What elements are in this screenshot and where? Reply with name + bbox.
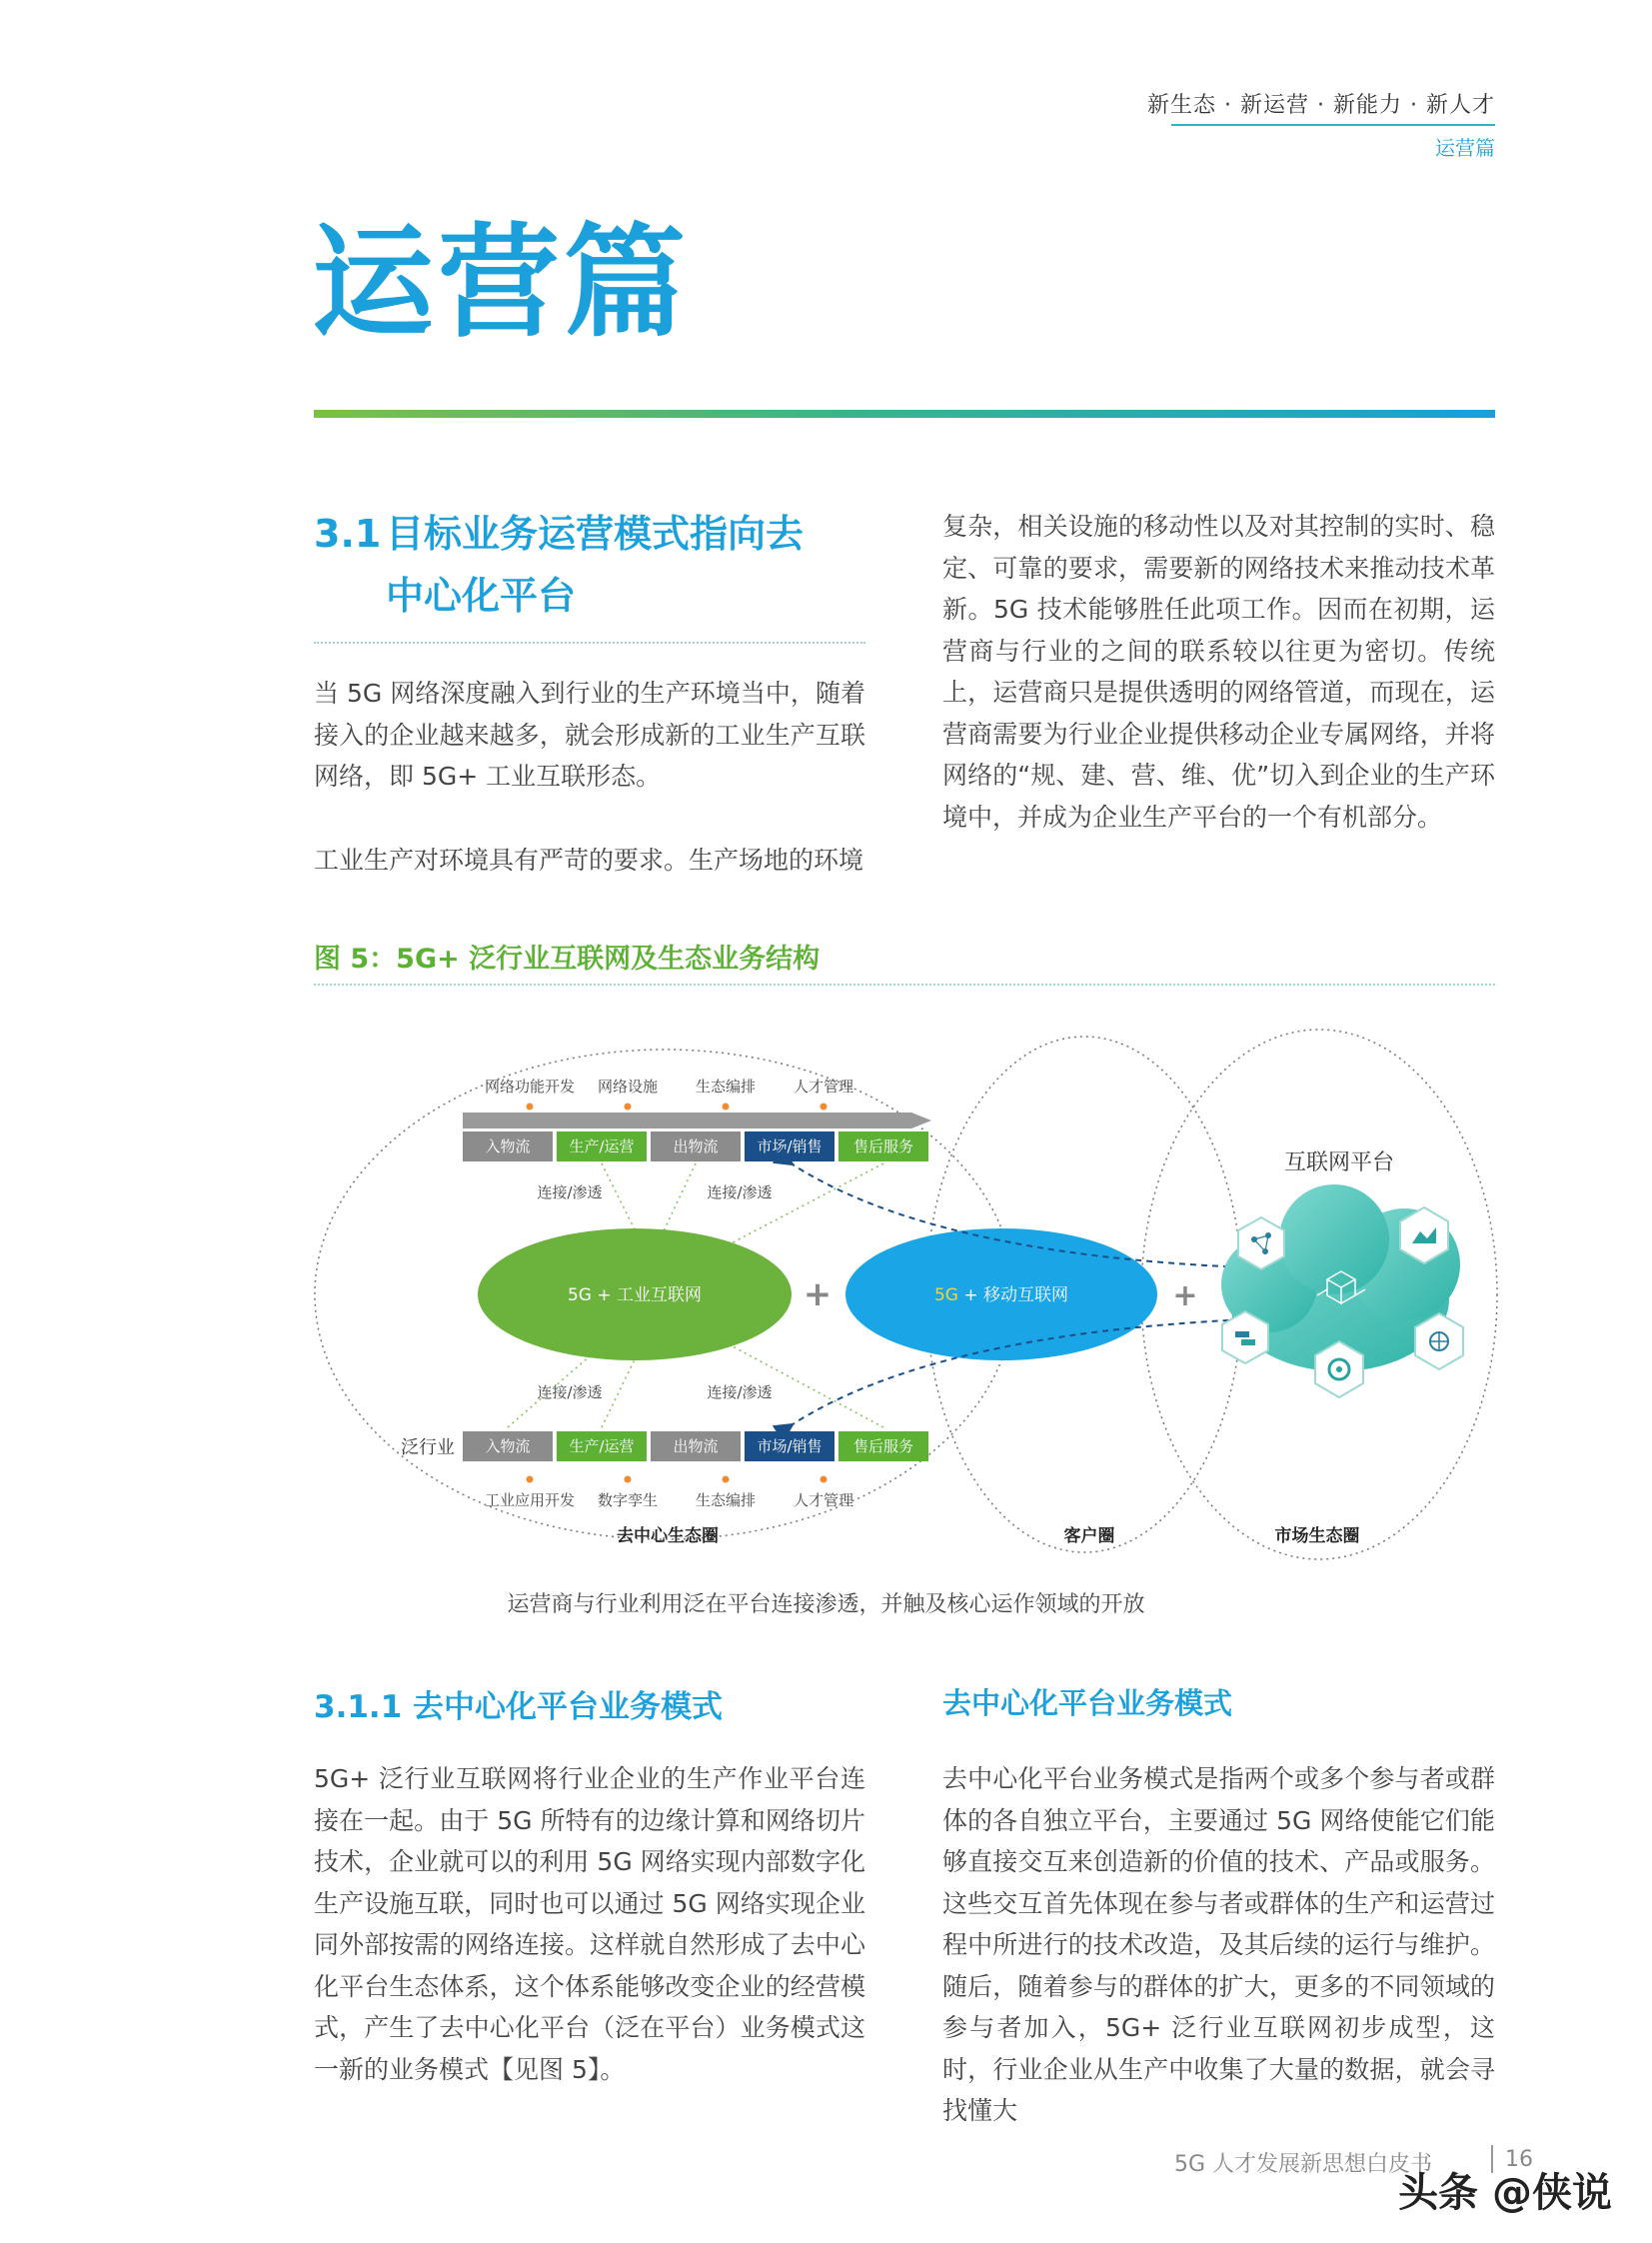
- body-paragraph: 工业生产对环境具有严苛的要求。生产场地的环境: [314, 846, 864, 875]
- orange-dot: [723, 1476, 730, 1483]
- chain-label: 市场/销售: [757, 1437, 823, 1455]
- chain-label: 出物流: [673, 1437, 719, 1455]
- figure-divider: [314, 984, 1495, 986]
- orange-dot: [527, 1476, 534, 1483]
- link-label: 连接/渗透: [537, 1383, 603, 1401]
- bottom-label: 人才管理: [793, 1491, 854, 1509]
- section-3-1-title-line2: 中心化平台: [386, 574, 577, 618]
- plus-sign: +: [803, 1274, 832, 1314]
- body-paragraph: 复杂，相关设施的移动性以及对其控制的实时、稳定、可靠的要求，需要新的网络技术来推动技术革新。5G 技术能够胜任此项工作。因而在初期，运营商与行业的之间的联系较以往更为密切。传统上，运营商只是提供透明的网络管道，而现在，运营商需要为行业企业提供移动企业专属网络，并将网络的“规、建、营、维、优”切入到企业的生产环境中，并成为企业生产平台的一个有机部分。: [942, 512, 1495, 832]
- page-number: 16: [1505, 2147, 1533, 2172]
- mobile-internet-label: [934, 1285, 1068, 1305]
- section-divider: [314, 642, 865, 644]
- platform-label: 互联网平台: [1283, 1150, 1395, 1175]
- chain-label: 售后服务: [852, 1437, 914, 1455]
- mobile-internet-rest: + 移动互联网: [957, 1285, 1069, 1305]
- link-label: 连接/渗透: [707, 1183, 773, 1201]
- bottom-label: 数字孪生: [597, 1491, 659, 1509]
- footer-doc-title: 5G 人才发展新思想白皮书: [1173, 2152, 1432, 2177]
- header-rule: [1171, 124, 1495, 126]
- plus-sign: +: [1172, 1278, 1198, 1313]
- chain-label: 售后服务: [852, 1137, 914, 1155]
- right-subheading: 去中心化平台业务模式: [942, 1686, 1233, 1720]
- orange-dot: [723, 1104, 730, 1111]
- chain-label: 生产/运营: [569, 1437, 635, 1455]
- top-label: 网络功能开发: [484, 1078, 576, 1096]
- title-gradient-rule: [314, 410, 1495, 418]
- section-3-1-number: 3.1: [314, 512, 382, 556]
- header-tagline: 新生态 · 新运营 · 新能力 · 新人才: [1147, 93, 1495, 118]
- section-3-1-1-title: 3.1.1 去中心化平台业务模式: [314, 1689, 724, 1725]
- orange-dot: [527, 1104, 534, 1111]
- circle-label-decentral: 去中心生态圈: [617, 1526, 719, 1546]
- top-label: 人才管理: [793, 1078, 854, 1096]
- chain-label: 入物流: [485, 1137, 531, 1155]
- value-chain-arrow: [463, 1113, 931, 1128]
- chain-label: 入物流: [485, 1437, 531, 1455]
- circle-label-market: 市场生态圈: [1274, 1526, 1360, 1546]
- bottom-label: 工业应用开发: [484, 1491, 576, 1509]
- industrial-internet-label: 5G + 工业互联网: [567, 1285, 703, 1305]
- bottom-label: 生态编排: [695, 1491, 757, 1509]
- section-3-1-title-line1: 目标业务运营模式指向去: [386, 512, 805, 556]
- link-label: 连接/渗透: [537, 1183, 603, 1201]
- watermark: 头条 @侠说: [1398, 2170, 1612, 2216]
- industry-label: 泛行业: [401, 1437, 455, 1458]
- figure-title: 图 5：5G+ 泛行业互联网及生态业务结构: [314, 944, 821, 975]
- top-label: 生态编排: [695, 1078, 757, 1096]
- chain-label: 出物流: [673, 1137, 719, 1155]
- orange-dot: [625, 1104, 632, 1111]
- circle-label-customer: 客户圈: [1063, 1526, 1115, 1546]
- body-paragraph: 去中心化平台业务模式是指两个或多个参与者或群体的各自独立平台，主要通过 5G 网络使能它们能够直接交互来创造新的价值的技术、产品或服务。这些交互首先体现在参与者或群体的生产和运营过程中所进行的技术改造，及其后续的运行与维护。随后，随着参与的群体的扩大，更多的不同领域的参与者加入，5G+ 泛行业互联网初步成型，这时，行业企业从生产中收集了大量的数据，就会寻找懂大: [942, 1764, 1495, 2125]
- top-label: 网络设施: [597, 1078, 659, 1096]
- link-label: 连接/渗透: [707, 1383, 773, 1401]
- body-paragraph: 5G+ 泛行业互联网将行业企业的生产作业平台连接在一起。由于 5G 所特有的边缘计算和网络切片技术，企业就可以的利用 5G 网络实现内部数字化生产设施互联，同时也可以通过 5G 网络实现企业同外部按需的网络连接。这样就自然形成了去中心化平台生态体系，这个体系能够改变企业的经营模式，产生了去中心化平台（泛在平台）业务模式这一新的业务模式【见图 5】。: [314, 1764, 865, 2084]
- orange-dot: [625, 1476, 632, 1483]
- header-section-tag: 运营篇: [1435, 136, 1495, 160]
- mobile-internet-5g: 5G: [933, 1285, 958, 1305]
- page-title: 运营篇: [312, 212, 690, 354]
- body-paragraph: 当 5G 网络深度融入到行业的生产环境当中，随着接入的企业越来越多，就会形成新的工业生产互联网络，即 5G+ 工业互联形态。: [314, 679, 865, 791]
- chain-label: 市场/销售: [757, 1137, 823, 1155]
- orange-dot: [821, 1476, 827, 1483]
- chain-label: 生产/运营: [569, 1137, 635, 1155]
- figure-caption: 运营商与行业利用泛在平台连接渗透，并触及核心运作领域的开放: [507, 1592, 1145, 1617]
- orange-dot: [821, 1104, 827, 1111]
- ecosystem-diagram: [300, 1010, 1519, 1569]
